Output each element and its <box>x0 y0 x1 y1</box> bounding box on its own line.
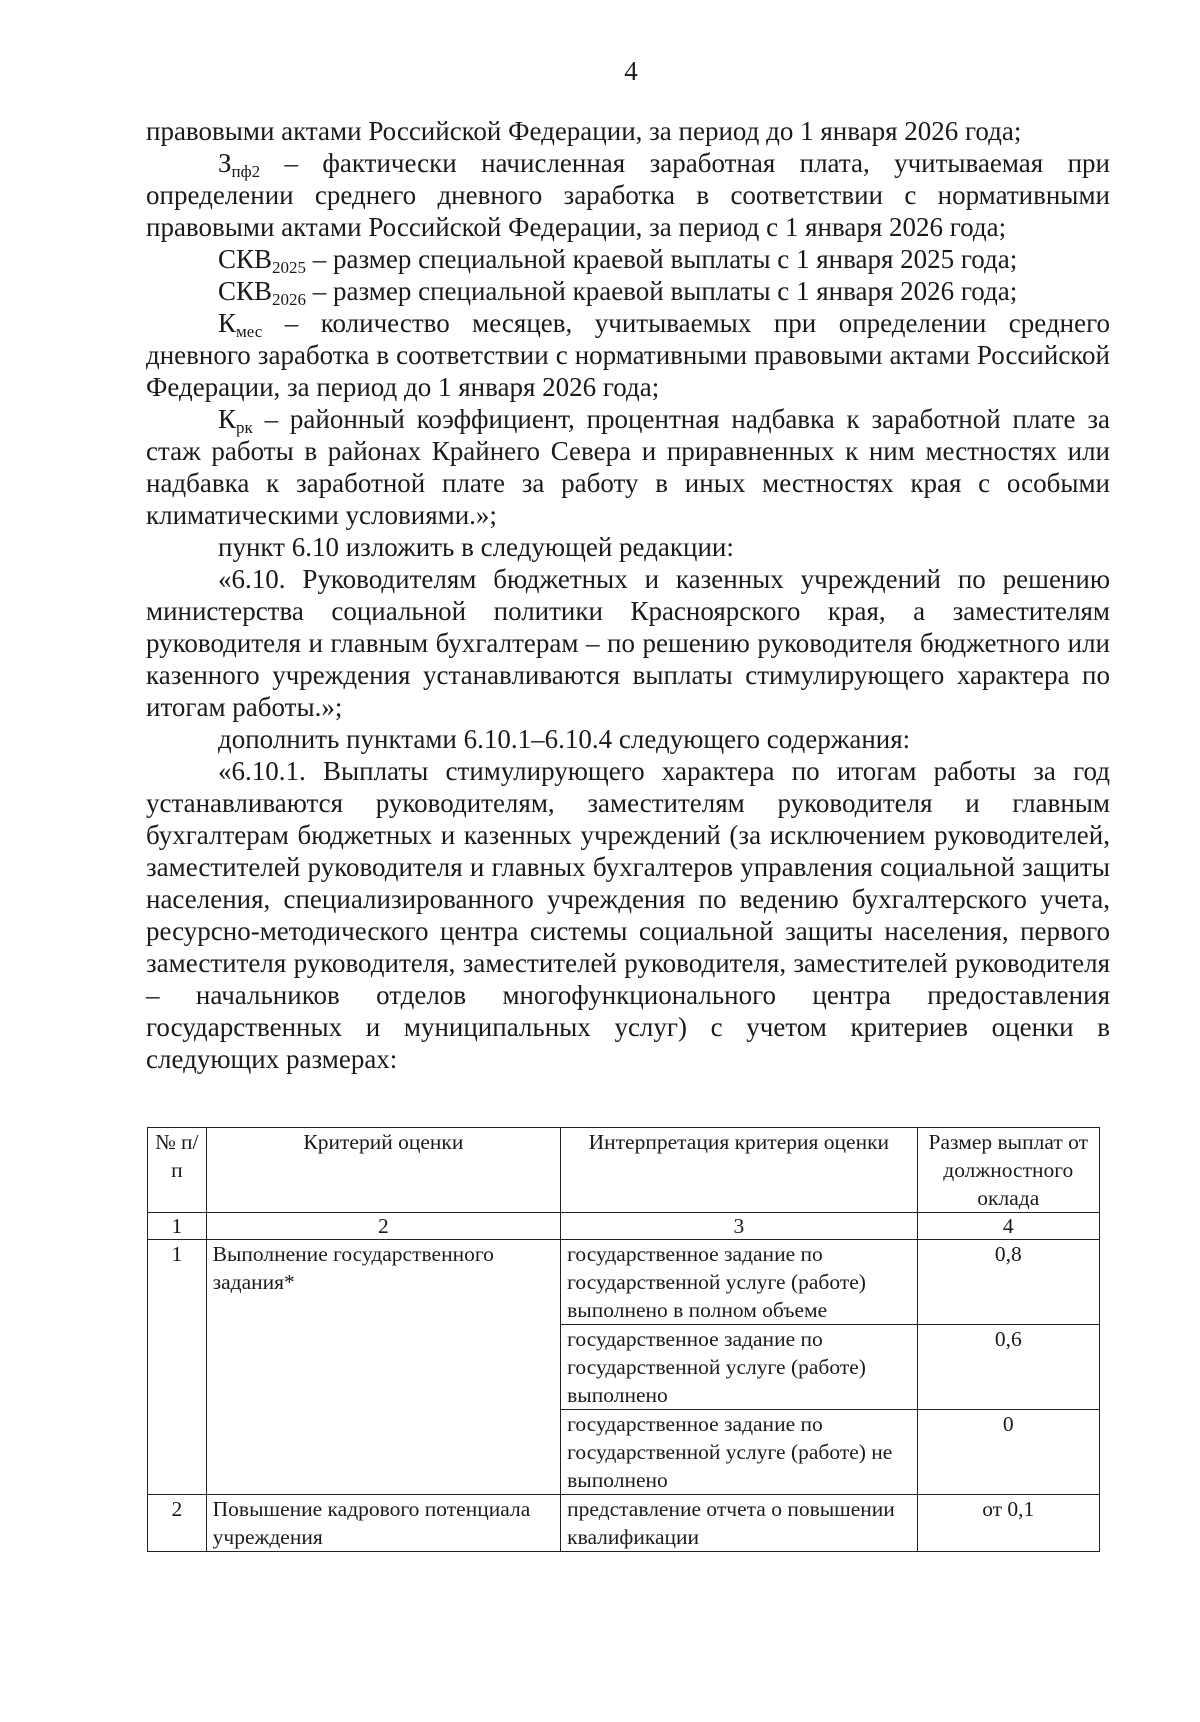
paragraph-instruction-add: дополнить пунктами 6.10.1–6.10.4 следующего содержания: <box>218 724 911 754</box>
symbol-skv: СКВ <box>218 276 273 306</box>
paragraph-kmes-definition <box>146 307 1110 403</box>
symbol-k: К <box>218 404 237 434</box>
symbol-subscript: пф2 <box>231 162 261 181</box>
paragraph-instruction-6-10: пункт 6.10 изложить в следующей редакции: <box>218 532 734 562</box>
paragraph-krk-definition <box>146 403 1110 531</box>
paragraph-skv2026-definition <box>146 275 1110 307</box>
symbol-subscript: 2025 <box>272 258 307 277</box>
header-num: № п/п <box>148 1128 207 1213</box>
row-interpretation: представление отчета о повышении квалификации <box>561 1495 917 1552</box>
symbol-skv: СКВ <box>218 244 273 274</box>
row-num: 2 <box>148 1495 207 1552</box>
row-criterion: Выполнение государственного задания* <box>206 1240 561 1495</box>
header-interpretation: Интерпретация критерия оценки <box>561 1128 917 1213</box>
row-size: 0,6 <box>917 1325 1099 1410</box>
table-row <box>148 1495 1100 1552</box>
column-number: 3 <box>561 1213 917 1240</box>
definition-text: – размер специальной краевой выплаты с 1 января 2026 года; <box>306 276 1018 306</box>
symbol-k: К <box>218 308 237 338</box>
paragraph-clause-6-10: «6.10. Руководителям бюджетных и казенных учреждений по решению министерства социальной политики Красноярского края, а заместителям руководителя и главным бухгалтерам – по решению руководителя бюджетного или казенного учреждения устанавливаются выплаты стимулирующего характера по итогам работы.»; <box>146 564 1110 722</box>
symbol-subscript: мес <box>236 322 263 341</box>
column-number: 1 <box>148 1213 207 1240</box>
column-number: 4 <box>917 1213 1099 1240</box>
paragraph-skv2025-definition <box>146 243 1110 275</box>
definition-text: – количество месяцев, учитываемых при определении среднего дневного заработка в соответствии с нормативными правовыми актами Российской Федерации, за период до 1 января 2026 года; <box>146 308 1110 402</box>
header-size: Размер выплат от должностного оклада <box>917 1128 1099 1213</box>
paragraph-zpf2-definition <box>146 147 1110 243</box>
page-number: 4 <box>624 56 638 86</box>
row-interpretation: государственное задание по государственной услуге (работе) выполнено в полном объеме <box>561 1240 917 1325</box>
criteria-table <box>147 1127 1100 1552</box>
header-criterion: Критерий оценки <box>206 1128 561 1213</box>
paragraph-clause-6-10-1: «6.10.1. Выплаты стимулирующего характера по итогам работы за год устанавливаются руководителям, заместителям руководителя и главным бухгалтерам бюджетных и казенных учреждений (за исключением руководителей, заместителей руководителя и главных бухгалтеров управления социальной защиты населения, специализированного учреждения по ведению бухгалтерского учета, ресурсно-методического центра системы социальной защиты населения, первого заместителя руководителя, заместителей руководителя, заместителей руководителя – начальников отделов многофункционального центра предоставления государственных и муниципальных услуг) с учетом критериев оценки в следующих размерах: <box>146 756 1110 1074</box>
row-size: от 0,1 <box>917 1495 1099 1552</box>
symbol-subscript: 2026 <box>272 290 307 309</box>
column-number: 2 <box>206 1213 561 1240</box>
paragraph-continuation: правовыми актами Российской Федерации, за период до 1 января 2026 года; <box>146 116 1022 146</box>
row-criterion: Повышение кадрового потенциала учреждения <box>206 1495 561 1552</box>
column-numbers-row <box>148 1213 1100 1240</box>
definition-text: – районный коэффициент, процентная надбавка к заработной плате за стаж работы в районах Крайнего Севера и приравненных к ним местностях или надбавка к заработной плате за работу в иных местностях края с особыми климатическими условиями.»; <box>146 404 1110 530</box>
row-size: 0 <box>917 1410 1099 1495</box>
symbol-subscript: рк <box>236 418 253 437</box>
row-interpretation: государственное задание по государственной услуге (работе) выполнено <box>561 1325 917 1410</box>
row-interpretation: государственное задание по государственной услуге (работе) не выполнено <box>561 1410 917 1495</box>
row-size: 0,8 <box>917 1240 1099 1325</box>
table-row <box>148 1240 1100 1325</box>
row-num: 1 <box>148 1240 207 1495</box>
definition-text: – фактически начисленная заработная плата, учитываемая при определении среднего дневного заработка в соответствии с нормативными правовыми актами Российской Федерации, за период с 1 января 2026 года; <box>146 148 1110 242</box>
definition-text: – размер специальной краевой выплаты с 1 января 2025 года; <box>306 244 1018 274</box>
document-body <box>146 115 1110 1075</box>
table-header-row <box>148 1128 1100 1213</box>
symbol-z: З <box>218 148 232 178</box>
